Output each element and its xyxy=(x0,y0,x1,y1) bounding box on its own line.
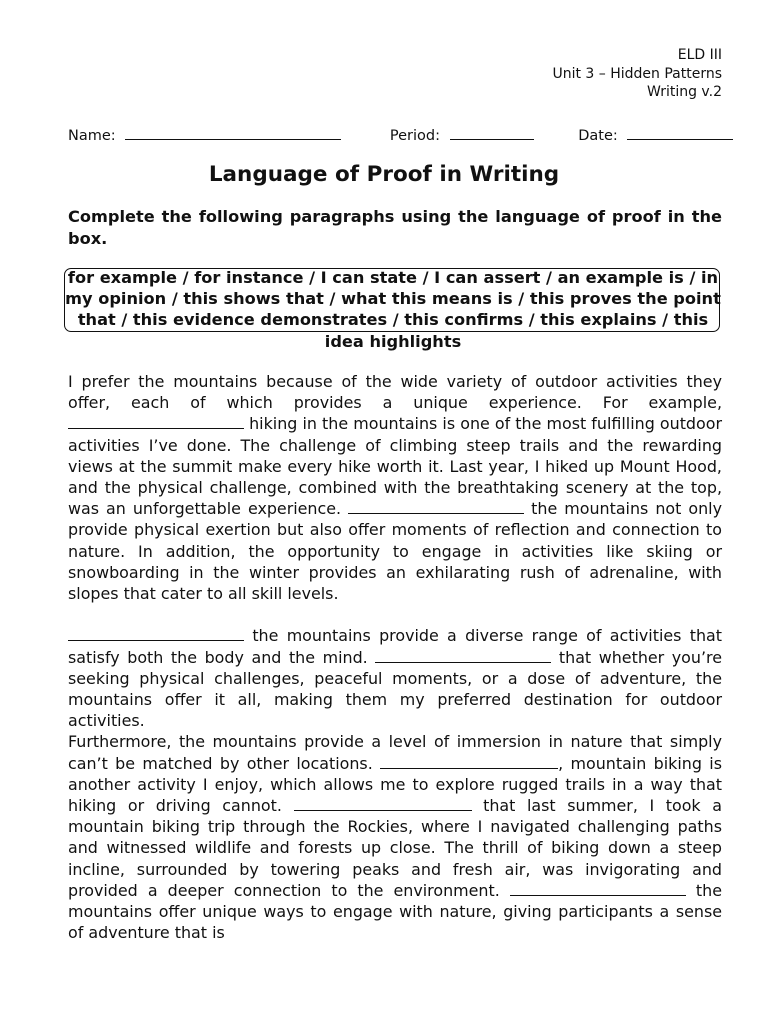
paragraph-2-sentence-2: that whether you’re seeking physical challenges, peaceful moments, or a dose of adventure, the mountains offer it all, making them my preferred destination for outdoor activities. xyxy=(68,647,722,731)
paragraph-2-sentence-1: the mountains provide a diverse range of activities that satisfy both the body and the mind. xyxy=(68,626,722,667)
fill-in-blank-2[interactable] xyxy=(348,499,524,514)
fill-in-blank-5[interactable] xyxy=(380,754,558,769)
paragraph-spacer xyxy=(68,604,722,625)
paragraph-3-sentence-1: Furthermore, the mountains provide a level of immersion in nature that simply can’t be matched by other locations. xyxy=(68,732,722,773)
fill-in-blank-7[interactable] xyxy=(510,881,686,896)
passage xyxy=(68,371,722,943)
unit-name: Unit 3 – Hidden Patterns xyxy=(552,65,722,82)
paragraph-1 xyxy=(68,371,722,604)
fill-in-blank-4[interactable] xyxy=(375,648,551,663)
assignment-name: Writing v.2 xyxy=(646,84,722,100)
paragraph-3-sentence-4: the mountains offer unique ways to engage with nature, giving participants a sense of adventure that is xyxy=(68,880,723,943)
course-info xyxy=(552,46,722,102)
period-field[interactable] xyxy=(450,127,534,140)
instructions: Complete the following paragraphs using the language of proof in the box. xyxy=(68,207,722,248)
course-name: ELD III xyxy=(677,47,722,63)
student-info-row xyxy=(68,126,733,146)
fill-in-blank-3[interactable] xyxy=(68,626,244,641)
fill-in-blank-1[interactable] xyxy=(68,414,244,429)
name-field[interactable] xyxy=(125,127,341,140)
paragraph-2 xyxy=(68,625,722,731)
paragraph-1-sentence-1: I prefer the mountains because of the wide variety of outdoor activities they offer, each of which provides a unique experience. For example, xyxy=(68,372,722,413)
paragraph-3 xyxy=(68,731,722,943)
date-label: Date: xyxy=(578,128,618,144)
word-bank-text: for example / for instance / I can state / I can assert / an example is / in my opinion / this shows that / what this means is / this proves the point that / this evidence demonstrates / this confirms / this explains / this idea highlights xyxy=(65,268,721,351)
paragraph-1-sentence-2: hiking in the mountains is one of the most fulfilling outdoor activities I’ve done. The challenge of climbing steep trails and the rewarding views at the summit make every hike worth it. Last year, I hiked up Mount Hood, and the physical challenge, combined with the breathtaking scenery at the top, was an unforgettable experience. xyxy=(68,414,722,519)
fill-in-blank-6[interactable] xyxy=(294,796,472,811)
date-field[interactable] xyxy=(627,127,733,140)
period-label: Period: xyxy=(389,128,440,144)
paragraph-3-sentence-3: that last summer, I took a mountain biking trip through the Rockies, where I navigated challenging paths and witnessed wildlife and forests up close. The thrill of biking down a steep incline, surrounded by towering peaks and fresh air, was invigorating and provided a deeper connection to the environment. xyxy=(68,796,722,900)
name-label: Name: xyxy=(68,128,116,144)
paragraph-3-sentence-2: , mountain biking is another activity I enjoy, which allows me to explore rugged trails in a way that hiking or driving cannot. xyxy=(68,753,722,816)
paragraph-1-sentence-3: the mountains not only provide physical exertion but also offer moments of reflection and connection to nature. In addition, the opportunity to engage in activities like skiing or snowboarding in the winter provides an exhilarating rush of adrenaline, with slopes that cater to all skill levels. xyxy=(68,499,722,604)
page-title: Language of Proof in Writing xyxy=(208,162,560,187)
